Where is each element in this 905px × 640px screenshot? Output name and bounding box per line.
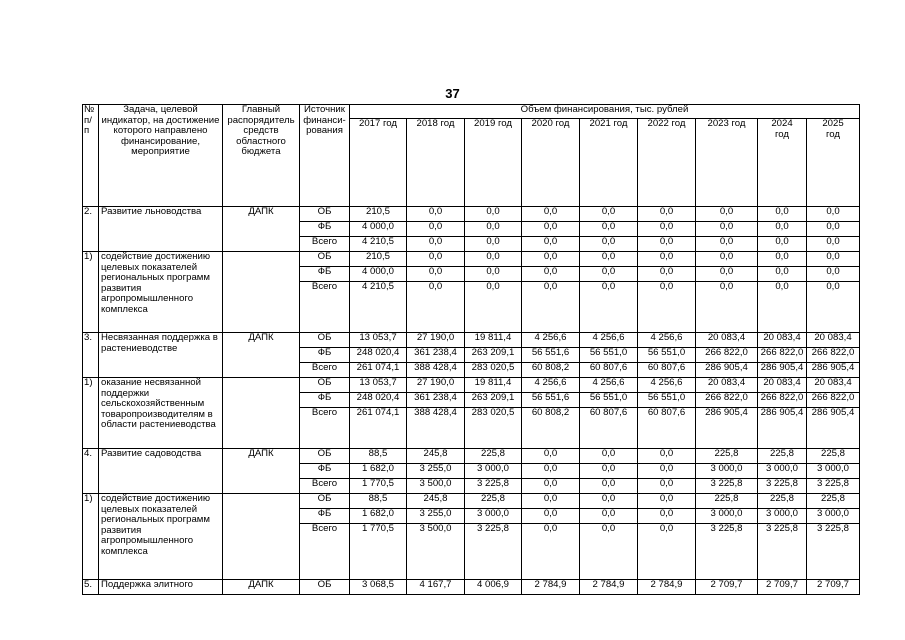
amount-cell: 20 083,4 <box>758 378 807 393</box>
amount-cell: 0,0 <box>407 207 465 222</box>
admin-name: ДАПК <box>223 207 300 252</box>
amount-cell: 3 000,0 <box>465 509 522 524</box>
amount-cell: 245,8 <box>407 449 465 464</box>
row-number: 1) <box>83 252 99 333</box>
amount-cell: 0,0 <box>522 267 580 282</box>
amount-cell: 19 811,4 <box>465 378 522 393</box>
amount-cell: 60 808,2 <box>522 408 580 449</box>
amount-cell: 388 428,4 <box>407 363 465 378</box>
amount-cell: 0,0 <box>580 479 638 494</box>
admin-name <box>223 494 300 580</box>
amount-cell: 20 083,4 <box>696 333 758 348</box>
amount-cell: 261 074,1 <box>350 363 407 378</box>
amount-cell: 283 020,5 <box>465 363 522 378</box>
amount-cell: 3 255,0 <box>407 464 465 479</box>
header-source: Источник финанси-рования <box>300 105 350 207</box>
amount-cell: 0,0 <box>807 222 860 237</box>
amount-cell: 3 000,0 <box>807 509 860 524</box>
task-name: Поддержка элитного <box>99 580 223 595</box>
amount-cell: 3 068,5 <box>350 580 407 595</box>
amount-cell: 248 020,4 <box>350 348 407 363</box>
amount-cell: 0,0 <box>696 252 758 267</box>
header-year: 2021 год <box>580 119 638 207</box>
amount-cell: 3 000,0 <box>696 509 758 524</box>
row-number: 2. <box>83 207 99 252</box>
amount-cell: 286 905,4 <box>696 408 758 449</box>
funding-source: Всего <box>300 363 350 378</box>
amount-cell: 2 784,9 <box>522 580 580 595</box>
amount-cell: 266 822,0 <box>758 348 807 363</box>
funding-source: ФБ <box>300 348 350 363</box>
amount-cell: 0,0 <box>638 207 696 222</box>
amount-cell: 4 167,7 <box>407 580 465 595</box>
amount-cell: 3 225,8 <box>807 524 860 580</box>
task-name: оказание несвязанной поддержки сельскохозяйственным товаропроизводителям в области растениеводства <box>99 378 223 449</box>
amount-cell: 3 225,8 <box>758 479 807 494</box>
amount-cell: 225,8 <box>465 494 522 509</box>
amount-cell: 0,0 <box>465 237 522 252</box>
row-number: 4. <box>83 449 99 494</box>
amount-cell: 4 210,5 <box>350 237 407 252</box>
amount-cell: 0,0 <box>638 494 696 509</box>
header-task: Задача, целевой индикатор, на достижение которого направлено финансирование, мероприятие <box>99 105 223 207</box>
amount-cell: 0,0 <box>807 252 860 267</box>
amount-cell: 3 225,8 <box>465 479 522 494</box>
amount-cell: 3 255,0 <box>407 509 465 524</box>
table-row <box>83 333 860 348</box>
amount-cell: 286 905,4 <box>696 363 758 378</box>
amount-cell: 266 822,0 <box>758 393 807 408</box>
amount-cell: 0,0 <box>638 509 696 524</box>
amount-cell: 4 000,0 <box>350 267 407 282</box>
amount-cell: 0,0 <box>465 222 522 237</box>
funding-source: ФБ <box>300 393 350 408</box>
amount-cell: 1 770,5 <box>350 524 407 580</box>
row-number: 1) <box>83 494 99 580</box>
amount-cell: 0,0 <box>580 449 638 464</box>
amount-cell: 56 551,6 <box>522 393 580 408</box>
amount-cell: 0,0 <box>465 267 522 282</box>
amount-cell: 0,0 <box>407 282 465 333</box>
amount-cell: 4 256,6 <box>638 333 696 348</box>
amount-cell: 0,0 <box>638 252 696 267</box>
funding-source: ОБ <box>300 449 350 464</box>
amount-cell: 20 083,4 <box>807 378 860 393</box>
row-number: 3. <box>83 333 99 378</box>
funding-source: Всего <box>300 479 350 494</box>
amount-cell: 286 905,4 <box>758 363 807 378</box>
table-row <box>83 494 860 509</box>
header-year: 2025 год <box>807 119 860 207</box>
amount-cell: 3 225,8 <box>696 479 758 494</box>
amount-cell: 0,0 <box>407 252 465 267</box>
amount-cell: 1 770,5 <box>350 479 407 494</box>
amount-cell: 286 905,4 <box>807 408 860 449</box>
amount-cell: 0,0 <box>580 237 638 252</box>
amount-cell: 2 709,7 <box>696 580 758 595</box>
amount-cell: 0,0 <box>407 237 465 252</box>
amount-cell: 4 256,6 <box>522 333 580 348</box>
amount-cell: 4 256,6 <box>638 378 696 393</box>
amount-cell: 4 256,6 <box>580 378 638 393</box>
amount-cell: 361 238,4 <box>407 393 465 408</box>
admin-name: ДАПК <box>223 449 300 494</box>
amount-cell: 3 225,8 <box>758 524 807 580</box>
amount-cell: 286 905,4 <box>807 363 860 378</box>
task-name: Развитие садоводства <box>99 449 223 494</box>
amount-cell: 20 083,4 <box>807 333 860 348</box>
funding-source: ФБ <box>300 464 350 479</box>
table-row <box>83 252 860 267</box>
amount-cell: 0,0 <box>758 237 807 252</box>
amount-cell: 0,0 <box>580 207 638 222</box>
admin-name: ДАПК <box>223 333 300 378</box>
funding-source: ФБ <box>300 509 350 524</box>
amount-cell: 210,5 <box>350 207 407 222</box>
amount-cell: 56 551,0 <box>638 348 696 363</box>
amount-cell: 4 256,6 <box>580 333 638 348</box>
amount-cell: 3 000,0 <box>807 464 860 479</box>
amount-cell: 283 020,5 <box>465 408 522 449</box>
amount-cell: 4 256,6 <box>522 378 580 393</box>
amount-cell: 0,0 <box>580 267 638 282</box>
task-name: Несвязанная поддержка в растениеводстве <box>99 333 223 378</box>
header-funding: Объем финансирования, тыс. рублей <box>350 105 860 119</box>
amount-cell: 0,0 <box>465 282 522 333</box>
page-number: 37 <box>445 86 460 101</box>
amount-cell: 2 709,7 <box>758 580 807 595</box>
amount-cell: 56 551,0 <box>580 393 638 408</box>
amount-cell: 225,8 <box>758 449 807 464</box>
header-year: 2017 год <box>350 119 407 207</box>
funding-source: ФБ <box>300 222 350 237</box>
amount-cell: 3 225,8 <box>696 524 758 580</box>
amount-cell: 0,0 <box>580 252 638 267</box>
table-row <box>83 378 860 393</box>
amount-cell: 56 551,0 <box>638 393 696 408</box>
amount-cell: 0,0 <box>807 282 860 333</box>
admin-name: ДАПК <box>223 580 300 595</box>
amount-cell: 210,5 <box>350 252 407 267</box>
funding-source: ОБ <box>300 207 350 222</box>
header-year: 2019 год <box>465 119 522 207</box>
amount-cell: 266 822,0 <box>807 348 860 363</box>
amount-cell: 388 428,4 <box>407 408 465 449</box>
task-name: содействие достижению целевых показателей региональных программ развития агропромышленного комплекса <box>99 494 223 580</box>
amount-cell: 20 083,4 <box>758 333 807 348</box>
amount-cell: 0,0 <box>638 222 696 237</box>
table-row <box>83 580 860 595</box>
amount-cell: 361 238,4 <box>407 348 465 363</box>
amount-cell: 0,0 <box>580 464 638 479</box>
amount-cell: 266 822,0 <box>807 393 860 408</box>
amount-cell: 3 000,0 <box>758 509 807 524</box>
table-row <box>83 207 860 222</box>
amount-cell: 4 000,0 <box>350 222 407 237</box>
amount-cell: 0,0 <box>696 282 758 333</box>
header-year: 2022 год <box>638 119 696 207</box>
admin-name <box>223 378 300 449</box>
amount-cell: 0,0 <box>807 207 860 222</box>
funding-source: Всего <box>300 524 350 580</box>
amount-cell: 0,0 <box>580 222 638 237</box>
amount-cell: 13 053,7 <box>350 378 407 393</box>
funding-source: Всего <box>300 282 350 333</box>
amount-cell: 88,5 <box>350 494 407 509</box>
amount-cell: 0,0 <box>580 494 638 509</box>
amount-cell: 0,0 <box>807 267 860 282</box>
amount-cell: 0,0 <box>522 464 580 479</box>
admin-name <box>223 252 300 333</box>
amount-cell: 0,0 <box>407 267 465 282</box>
amount-cell: 0,0 <box>522 449 580 464</box>
funding-source: ОБ <box>300 378 350 393</box>
header-year: 2020 год <box>522 119 580 207</box>
task-name: Развитие льноводства <box>99 207 223 252</box>
funding-source: Всего <box>300 237 350 252</box>
amount-cell: 0,0 <box>758 282 807 333</box>
amount-cell: 1 682,0 <box>350 464 407 479</box>
amount-cell: 266 822,0 <box>696 393 758 408</box>
amount-cell: 56 551,6 <box>522 348 580 363</box>
amount-cell: 0,0 <box>758 207 807 222</box>
amount-cell: 60 807,6 <box>580 408 638 449</box>
header-year: 2018 год <box>407 119 465 207</box>
amount-cell: 0,0 <box>465 207 522 222</box>
amount-cell: 248 020,4 <box>350 393 407 408</box>
amount-cell: 0,0 <box>696 222 758 237</box>
amount-cell: 225,8 <box>758 494 807 509</box>
amount-cell: 261 074,1 <box>350 408 407 449</box>
table-row <box>83 449 860 464</box>
amount-cell: 27 190,0 <box>407 378 465 393</box>
amount-cell: 0,0 <box>696 207 758 222</box>
amount-cell: 0,0 <box>522 237 580 252</box>
amount-cell: 0,0 <box>522 222 580 237</box>
amount-cell: 0,0 <box>580 509 638 524</box>
amount-cell: 263 209,1 <box>465 393 522 408</box>
header-num: № п/п <box>83 105 99 207</box>
amount-cell: 60 807,6 <box>580 363 638 378</box>
funding-table <box>82 104 860 595</box>
amount-cell: 1 682,0 <box>350 509 407 524</box>
amount-cell: 225,8 <box>807 494 860 509</box>
amount-cell: 0,0 <box>522 252 580 267</box>
amount-cell: 3 225,8 <box>465 524 522 580</box>
amount-cell: 3 000,0 <box>758 464 807 479</box>
amount-cell: 0,0 <box>696 237 758 252</box>
amount-cell: 286 905,4 <box>758 408 807 449</box>
task-name: содействие достижению целевых показателей региональных программ развития агропромышленного комплекса <box>99 252 223 333</box>
amount-cell: 20 083,4 <box>696 378 758 393</box>
amount-cell: 0,0 <box>638 524 696 580</box>
amount-cell: 0,0 <box>758 222 807 237</box>
amount-cell: 0,0 <box>407 222 465 237</box>
amount-cell: 225,8 <box>807 449 860 464</box>
amount-cell: 0,0 <box>465 252 522 267</box>
amount-cell: 225,8 <box>696 494 758 509</box>
amount-cell: 0,0 <box>696 267 758 282</box>
amount-cell: 56 551,0 <box>580 348 638 363</box>
amount-cell: 0,0 <box>638 449 696 464</box>
amount-cell: 0,0 <box>638 464 696 479</box>
header-year: 2024 год <box>758 119 807 207</box>
amount-cell: 225,8 <box>465 449 522 464</box>
amount-cell: 4 006,9 <box>465 580 522 595</box>
amount-cell: 2 784,9 <box>580 580 638 595</box>
amount-cell: 60 808,2 <box>522 363 580 378</box>
row-number: 1) <box>83 378 99 449</box>
funding-source: ФБ <box>300 267 350 282</box>
amount-cell: 27 190,0 <box>407 333 465 348</box>
amount-cell: 2 784,9 <box>638 580 696 595</box>
amount-cell: 0,0 <box>522 479 580 494</box>
amount-cell: 0,0 <box>580 524 638 580</box>
funding-source: ОБ <box>300 494 350 509</box>
amount-cell: 3 225,8 <box>807 479 860 494</box>
amount-cell: 3 500,0 <box>407 479 465 494</box>
amount-cell: 0,0 <box>522 509 580 524</box>
amount-cell: 3 000,0 <box>696 464 758 479</box>
amount-cell: 3 000,0 <box>465 464 522 479</box>
amount-cell: 0,0 <box>638 267 696 282</box>
amount-cell: 0,0 <box>758 252 807 267</box>
amount-cell: 0,0 <box>522 524 580 580</box>
amount-cell: 88,5 <box>350 449 407 464</box>
amount-cell: 225,8 <box>696 449 758 464</box>
amount-cell: 60 807,6 <box>638 363 696 378</box>
amount-cell: 266 822,0 <box>696 348 758 363</box>
amount-cell: 245,8 <box>407 494 465 509</box>
amount-cell: 0,0 <box>580 282 638 333</box>
amount-cell: 13 053,7 <box>350 333 407 348</box>
funding-source: ОБ <box>300 580 350 595</box>
amount-cell: 19 811,4 <box>465 333 522 348</box>
amount-cell: 263 209,1 <box>465 348 522 363</box>
amount-cell: 0,0 <box>638 282 696 333</box>
funding-source: ОБ <box>300 252 350 267</box>
amount-cell: 0,0 <box>522 282 580 333</box>
amount-cell: 0,0 <box>758 267 807 282</box>
amount-cell: 0,0 <box>522 494 580 509</box>
amount-cell: 0,0 <box>807 237 860 252</box>
header-admin: Главный распорядитель средств областного бюджета <box>223 105 300 207</box>
amount-cell: 3 500,0 <box>407 524 465 580</box>
row-number: 5. <box>83 580 99 595</box>
amount-cell: 4 210,5 <box>350 282 407 333</box>
amount-cell: 2 709,7 <box>807 580 860 595</box>
amount-cell: 0,0 <box>522 207 580 222</box>
funding-source: ОБ <box>300 333 350 348</box>
header-year: 2023 год <box>696 119 758 207</box>
amount-cell: 0,0 <box>638 479 696 494</box>
funding-source: Всего <box>300 408 350 449</box>
amount-cell: 0,0 <box>638 237 696 252</box>
amount-cell: 60 807,6 <box>638 408 696 449</box>
